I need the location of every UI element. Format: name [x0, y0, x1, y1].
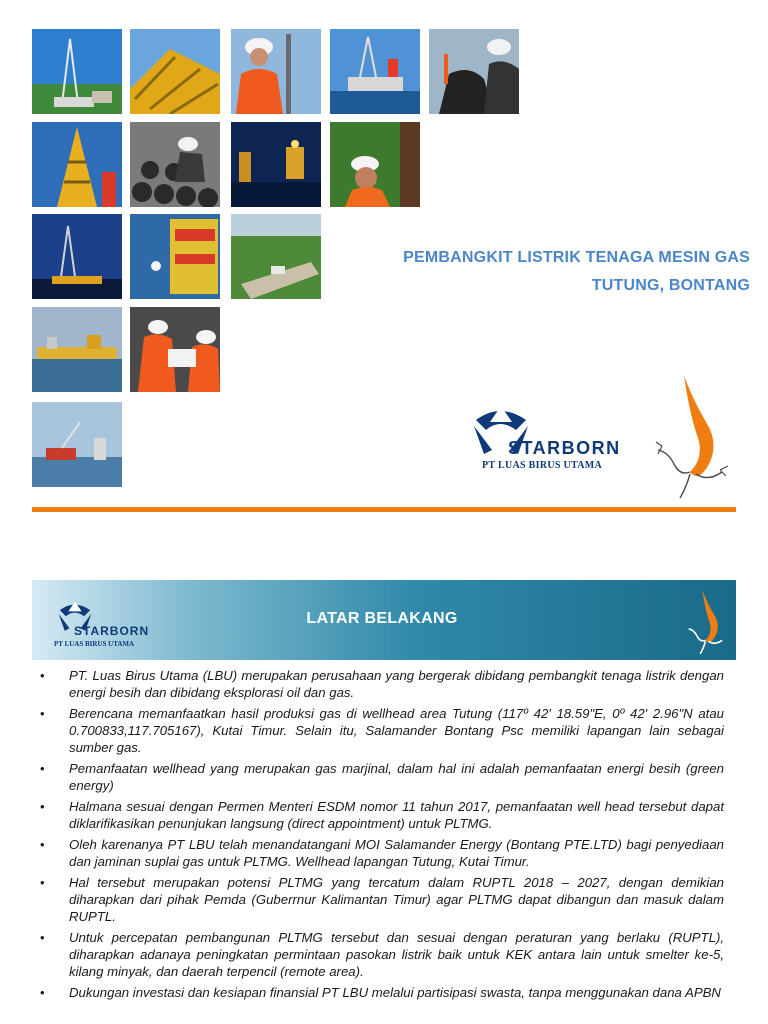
- photo-worker-orange: [231, 29, 321, 114]
- photo-offshore-platform-red: [130, 214, 220, 299]
- bullet-text: PT. Luas Birus Utama (LBU) merupakan perusahaan yang bergerak dibidang pembangkit tenaga listrik dengan energi besih dan dibidang eksplorasi oil dan gas.: [69, 668, 724, 700]
- bullet-text: Halmana sesuai dengan Permen Menteri ESDM nomor 11 tahun 2017, pemanfaatan well head tersebut dapat diklarifikasikan penunjukan langsung (direct appointment) untuk PLTMG.: [69, 799, 724, 831]
- photo-oil-rig-land: [32, 29, 122, 114]
- photo-pipes-worker: [130, 122, 220, 207]
- bullet-text: Hal tersebut merupakan potensi PLTMG yang tercatum dalam RUPTL 2018 – 2027, dengan demikian diharapkan dari pihak Pemda (Guberrnur Kalimantan Timur) agar PLTMG dapat dibangun dan masuk dalam RUPTL.: [69, 875, 724, 924]
- bullet-text: Dukungan investasi dan kesiapan finansial PT LBU melalui partisipasi swasta, tanpa menggunakan dana APBN: [69, 985, 721, 1000]
- background-bullet-list: [32, 667, 724, 1005]
- title-line-2: TUTUNG, BONTANG: [591, 277, 750, 294]
- photo-yellow-structure: [130, 29, 220, 114]
- photo-workers-plans: [130, 307, 220, 392]
- banner-flame-emblem: [682, 588, 732, 656]
- starborn-logo: [470, 400, 640, 480]
- bullet-dot: •: [40, 930, 45, 945]
- logo-company-text: PT LUAS BIRUS UTAMA: [482, 460, 603, 471]
- list-item: [32, 760, 724, 794]
- section-heading: LATAR BELAKANG: [306, 610, 458, 627]
- title-line-1: PEMBANGKIT LISTRIK TENAGA MESIN GAS: [403, 249, 750, 266]
- flame-icon: [650, 372, 736, 502]
- photo-drilling-tower: [32, 122, 122, 207]
- photo-aerial-site: [231, 214, 321, 299]
- bullet-dot: •: [40, 875, 45, 890]
- banner-starborn-logo: [46, 598, 156, 652]
- bullet-text: Pemanfaatan wellhead yang merupakan gas marjinal, dalam hal ini adalah pemanfaatan energi besih (green energy): [69, 761, 724, 793]
- bullet-dot: •: [40, 761, 45, 776]
- list-item: [32, 705, 724, 756]
- flame-icon: [682, 588, 732, 656]
- list-item: [32, 984, 724, 1001]
- photo-night-rig: [231, 122, 321, 207]
- section-banner: [32, 580, 736, 660]
- logo-brand-text: STARBORN: [508, 438, 621, 458]
- photo-workers-dark: [429, 29, 519, 114]
- bullet-dot: •: [40, 837, 45, 852]
- banner-company-text: PT LUAS BIRUS UTAMA: [54, 640, 135, 648]
- list-item: [32, 798, 724, 832]
- photo-rig-dusk: [32, 214, 122, 299]
- photo-offshore-jackup: [330, 29, 420, 114]
- list-item: [32, 929, 724, 980]
- bullet-dot: •: [40, 668, 45, 683]
- list-item: [32, 836, 724, 870]
- list-item: [32, 667, 724, 701]
- photo-worker-forest: [330, 122, 420, 207]
- bullet-text: Berencana memanfaatkan hasil produksi gas di wellhead area Tutung (117º 42' 18.59"E, 0º 42' 2.96"N atau 0.700833,117.705167), Kutai Timur. Selain itu, Salamander Bontang Psc memiliki lapangan lain sebagai sumber gas.: [69, 706, 724, 755]
- document-title: [330, 244, 750, 300]
- bullet-text: Oleh karenanya PT LBU telah menandatangani MOI Salamander Energy (Bontang PTE.LTD) bagi penyediaan dan jaminan suplai gas untuk PLTMG. Wellhead lapangan Tutung, Kutai Timur.: [69, 837, 724, 869]
- bullet-text: Untuk percepatan pembangunan PLTMG tersebut dan sesuai dengan peraturan yang berlaku (RUPTL), diharapkan adanaya peningkatan permintaan pasokan listrik baik untuk KEK antara lain untuk smelter ke-5, kilang minyak, dan daerah terpencil (remote area).: [69, 930, 724, 979]
- list-item: [32, 874, 724, 925]
- photo-refinery-water: [32, 307, 122, 392]
- bullet-dot: •: [40, 985, 45, 1000]
- bullet-dot: •: [40, 799, 45, 814]
- flame-gecko-emblem: [650, 372, 736, 502]
- bullet-dot: •: [40, 706, 45, 721]
- banner-brand-text: STARBORN: [74, 624, 150, 638]
- photo-tanker-sea: [32, 402, 122, 487]
- orange-divider: [32, 507, 736, 512]
